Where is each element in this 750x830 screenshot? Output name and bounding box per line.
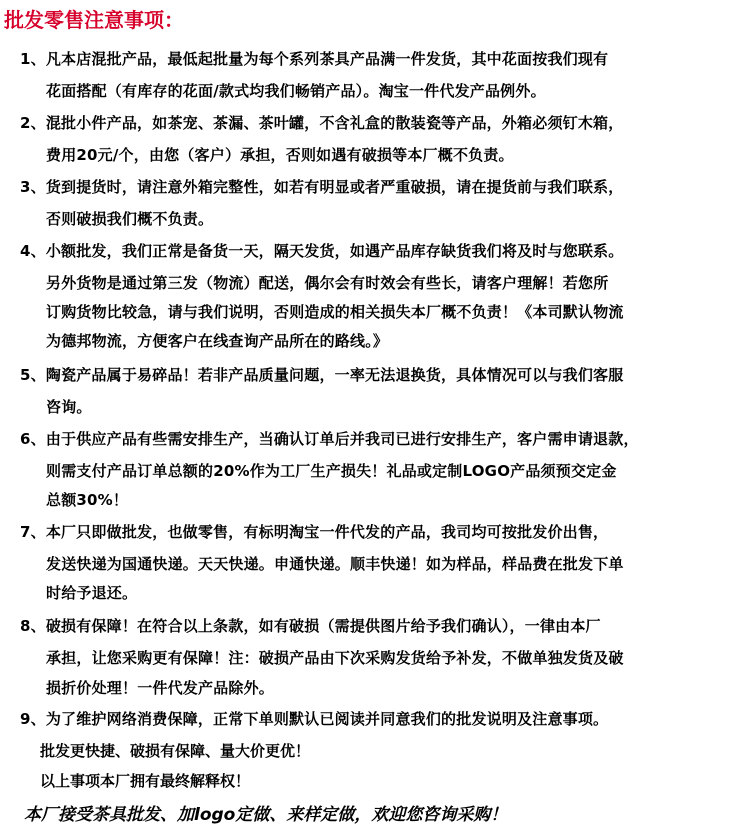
- rule-line: 发送快递为国通快递。天天快递。申通快递。顺丰快递！如为样品，样品费在批发下单: [46, 555, 624, 573]
- rule-line: 2、混批小件产品，如茶宠、茶漏、茶叶罐，不含礼盒的散装瓷等产品，外箱必须钉木箱，: [20, 114, 624, 132]
- closing-slogan: 本厂接受茶具批发、加logo定做、来样定做，欢迎您咨询采购！: [24, 805, 508, 825]
- rule-line: 费用20元/个，由您（客户）承担，否则如遇有破损等本厂概不负责。: [46, 146, 514, 164]
- rule-line: 总额30%！: [46, 491, 129, 509]
- page-title: 批发零售注意事项：: [4, 8, 184, 32]
- rule-line: 3、货到提货时，请注意外箱完整性，如若有明显或者严重破损，请在提货前与我们联系，: [20, 178, 624, 196]
- note-line: 批发更快捷、破损有保障、量大价更优！: [40, 742, 311, 760]
- rule-line: 花面搭配（有库存的花面/款式均我们畅销产品）。淘宝一件代发产品例外。: [46, 82, 546, 100]
- rule-line: 5、陶瓷产品属于易碎品！若非产品质量问题，一率无法退换货，具体情况可以与我们客服: [20, 366, 624, 384]
- rule-line: 8、破损有保障！在符合以上条款，如有破损（需提供图片给予我们确认），一律由本厂: [20, 617, 601, 635]
- note-line: 以上事项本厂拥有最终解释权！: [40, 772, 251, 790]
- rule-line: 否则破损我们概不负责。: [46, 210, 214, 228]
- rule-line: 为德邦物流，方便客户在线查询产品所在的路线。》: [46, 332, 389, 350]
- rule-line: 4、小额批发，我们正常是备货一天，隔天发货，如遇产品库存缺货我们将及时与您联系。: [20, 242, 624, 260]
- rule-line: 损折价处理！一件代发产品除外。: [46, 679, 275, 697]
- rule-line: 另外货物是通过第三发（物流）配送，偶尔会有时效会有些长，请客户理解！若您所: [46, 274, 609, 292]
- rule-line: 则需支付产品订单总额的20%作为工厂生产损失！礼品或定制LOGO产品须预交定金: [46, 462, 617, 480]
- rule-line: 1、凡本店混批产品，最低起批量为每个系列茶具产品满一件发货，其中花面按我们现有: [20, 50, 609, 68]
- rule-line: 9、为了维护网络消费保障，正常下单则默认已阅读并同意我们的批发说明及注意事项。: [20, 710, 609, 728]
- rule-line: 承担，让您采购更有保障！注：破损产品由下次采购发货给予补发，不做单独发货及破: [46, 649, 624, 667]
- rule-line: 6、由于供应产品有些需安排生产，当确认订单后并我司已进行安排生产，客户需申请退款，: [20, 430, 639, 448]
- rule-line: 7、本厂只即做批发，也做零售，有标明淘宝一件代发的产品，我司均可按批发价出售，: [20, 523, 609, 541]
- rule-line: 时给予退还。: [46, 584, 138, 602]
- rule-line: 咨询。: [46, 398, 92, 416]
- rule-line: 订购货物比较急，请与我们说明，否则造成的相关损失本厂概不负责！《本司默认物流: [46, 303, 624, 321]
